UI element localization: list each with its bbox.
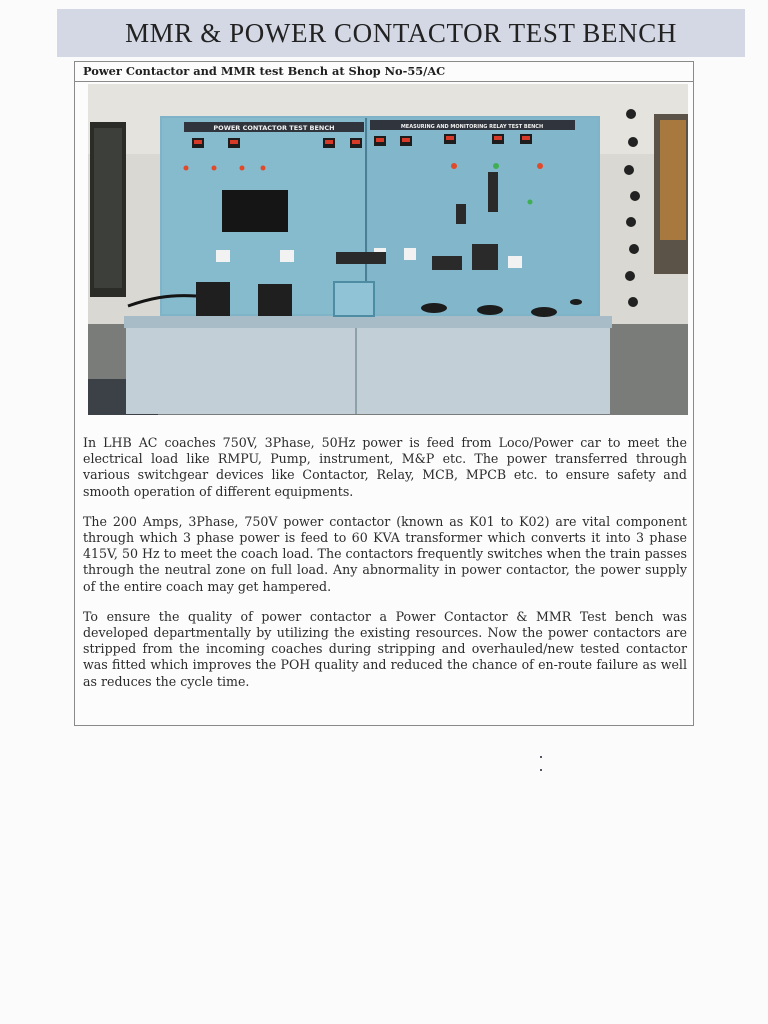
paragraph-3: To ensure the quality of power contactor a Power Contactor & MMR Test bench was developed departmentally by utilizing the existing resources. Now the power contactors are stripped from the incoming coaches during stripping and overhauled/new tested contactor was fitted which improves the POH quality and reduced the chance of en-route failure as well as reduces the cycle time. [83,608,687,689]
article-body [83,435,687,704]
page-title: MMR & POWER CONTACTOR TEST BENCH [125,17,677,48]
content-frame [74,61,694,726]
test-bench-illustration [88,84,688,415]
panel-right-label: MEASURING AND MONITORING RELAY TEST BENCH [400,124,544,130]
scan-speck [540,769,542,771]
photo-caption: Power Contactor and MMR test Bench at Shop No-55/AC [75,62,693,82]
paragraph-1: In LHB AC coaches 750V, 3Phase, 50Hz power is feed from Loco/Power car to meet the electrical load like RMPU, Pump, instrument, M&P etc. The power transferred through various switchgear devices like Contactor, Relay, MCB, MPCB etc. to ensure safety and smooth operation of different equipments. [83,435,687,499]
panel-left-label: POWER CONTACTOR TEST BENCH [213,124,335,132]
title-banner [57,9,745,57]
scan-speck [540,756,542,758]
test-bench-photo [88,84,688,415]
paragraph-2: The 200 Amps, 3Phase, 750V power contactor (known as K01 to K02) are vital component through which 3 phase power is feed to 60 KVA transformer which converts it into 3 phase 415V, 50 Hz to meet the coach load. The contactors frequently switches when the train passes through the neutral zone on full load. Any abnormality in power contactor, the power supply of the entire coach may get hampered. [83,513,687,594]
